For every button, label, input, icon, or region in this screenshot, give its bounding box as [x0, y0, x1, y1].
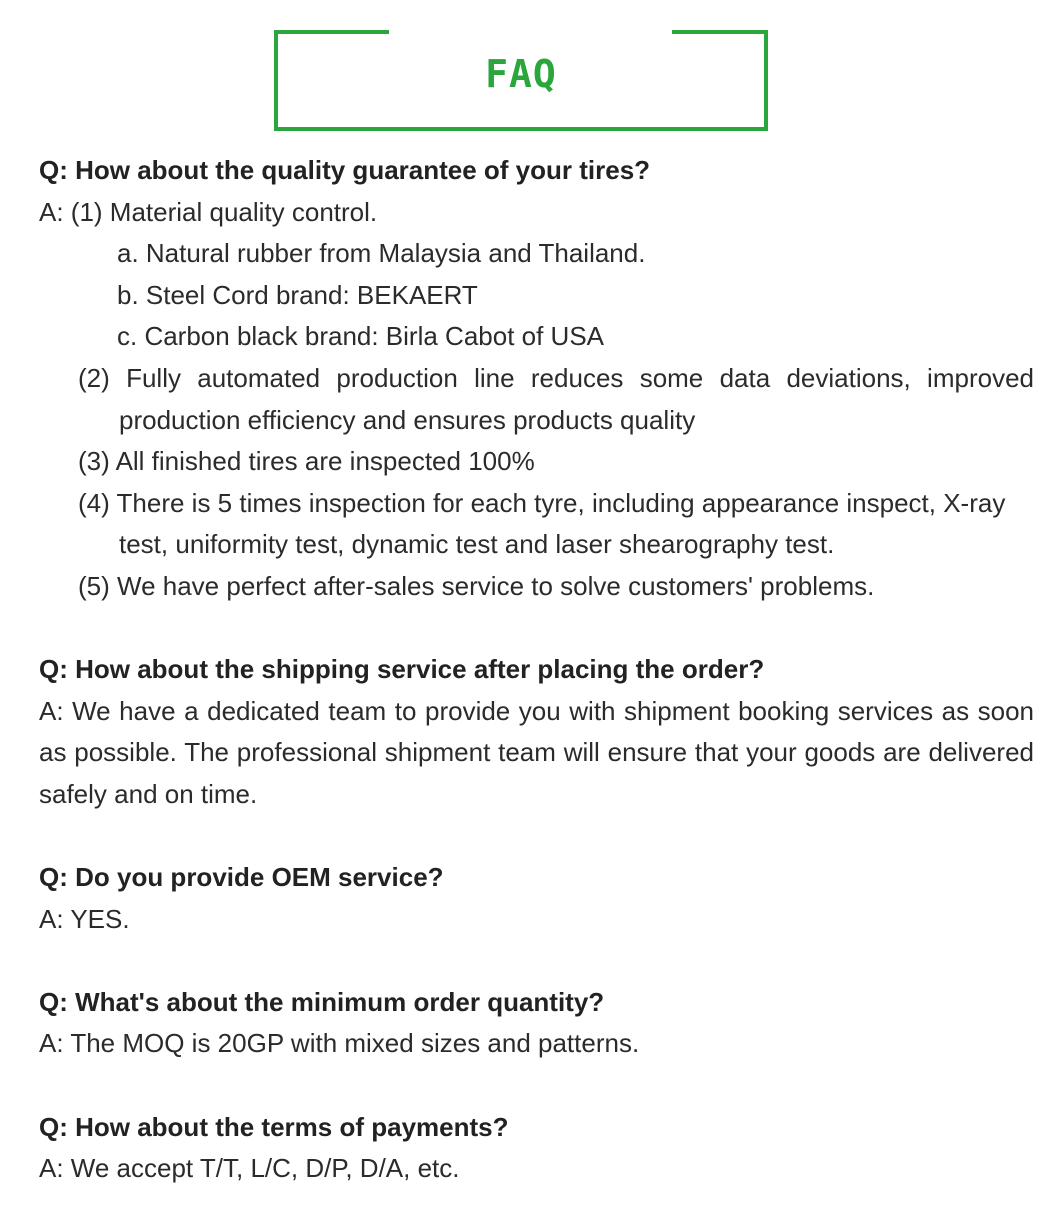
answer-payment: A: We accept T/T, L/C, D/P, D/A, etc.	[39, 1153, 460, 1184]
answer-quality-sub-a: a. Natural rubber from Malaysia and Thailand.	[117, 238, 646, 269]
faq-list	[39, 150, 1034, 1190]
question-moq: Q: What's about the minimum order quantity?	[39, 986, 605, 1017]
question-quality: Q: How about the quality guarantee of your tires?	[39, 155, 651, 185]
spacer	[39, 940, 1034, 982]
answer-quality-item-2: (2) Fully automated production line reduces some data deviations, improved production efficiency and ensures products quality	[78, 362, 1034, 435]
faq-item-quality	[39, 150, 1034, 608]
page-title: FAQ	[485, 52, 557, 96]
spacer	[39, 1065, 1034, 1107]
answer-oem: A: YES.	[39, 903, 130, 934]
frame-top-right-segment	[672, 30, 768, 34]
faq-item-shipping	[39, 649, 1034, 815]
answer-quality-intro: A: (1) Material quality control.	[39, 196, 378, 227]
question-payment: Q: How about the terms of payments?	[39, 1111, 509, 1142]
answer-quality-sub-b: b. Steel Cord brand: BEKAERT	[117, 279, 478, 310]
faq-item-moq	[39, 982, 1034, 1065]
answer-quality-item-4: (4) There is 5 times inspection for each tyre, including appearance inspect, X-ray test, uniformity test, dynamic test and laser shearography test.	[78, 487, 1006, 560]
faq-item-oem	[39, 857, 1034, 940]
question-oem: Q: Do you provide OEM service?	[39, 862, 444, 893]
answer-quality-item-3: (3) All finished tires are inspected 100%	[78, 446, 535, 477]
question-shipping: Q: How about the shipping service after placing the order?	[39, 654, 765, 685]
spacer	[39, 608, 1034, 650]
answer-moq: A: The MOQ is 20GP with mixed sizes and patterns.	[39, 1028, 640, 1059]
spacer	[39, 816, 1034, 858]
frame-top-left-segment	[274, 30, 389, 34]
faq-item-payment	[39, 1107, 1034, 1190]
answer-quality-sub-c: c. Carbon black brand: Birla Cabot of USA	[117, 321, 605, 352]
answer-quality-item-5: (5) We have perfect after-sales service to solve customers' problems.	[78, 570, 875, 601]
answer-shipping: A: We have a dedicated team to provide you with shipment booking services as soon as possible. The professional shipment team will ensure that your goods are delivered safely and on time.	[39, 695, 1034, 809]
